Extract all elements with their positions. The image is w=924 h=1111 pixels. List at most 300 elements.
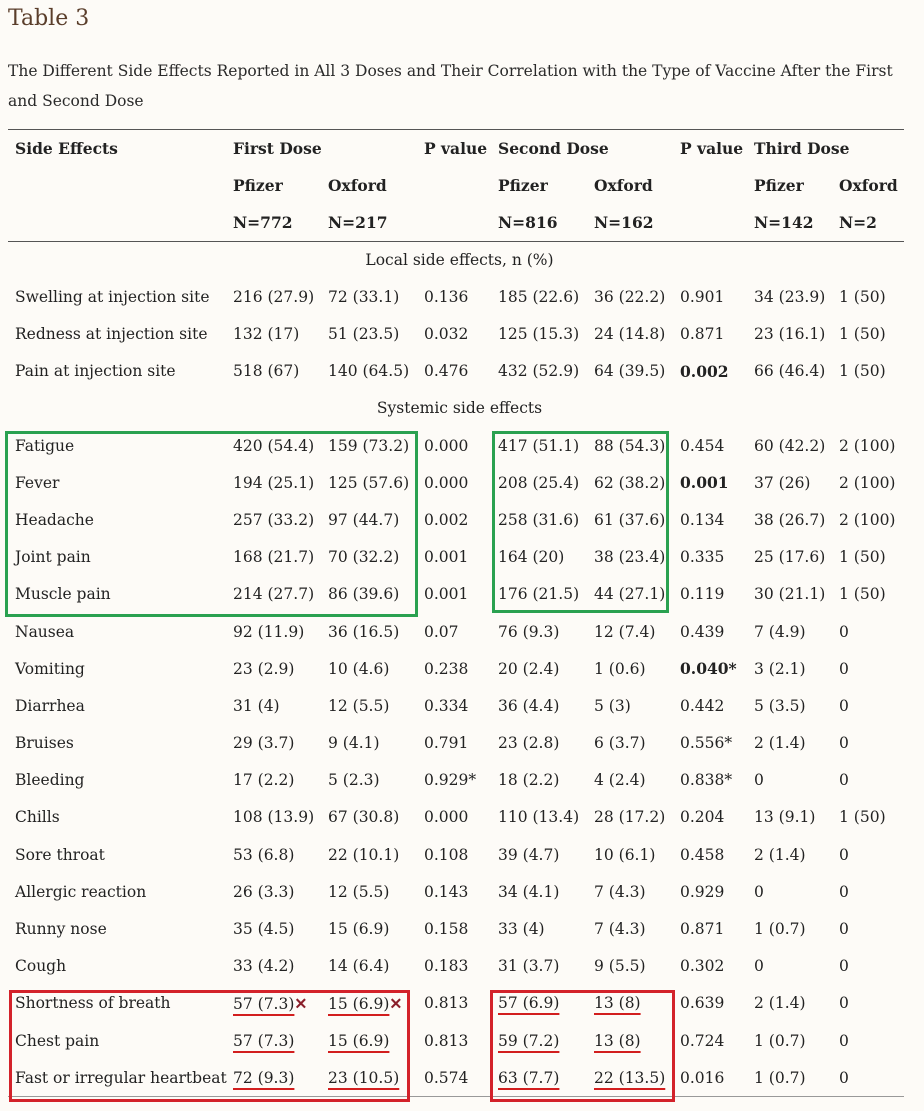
- cell-value: 36 (22.2): [594, 287, 666, 306]
- cell-value: 140 (64.5): [328, 362, 410, 381]
- header-row-groups: [8, 130, 904, 167]
- cell-value: 1 (50): [839, 287, 886, 306]
- cell-value: 14 (6.4): [328, 957, 390, 976]
- table-row: [8, 353, 904, 390]
- table-cell: [491, 1059, 587, 1096]
- cell-value: 0.476: [424, 362, 469, 381]
- table-cell: [321, 539, 417, 576]
- cell-value: 0.901: [680, 287, 725, 306]
- table-cell: [587, 948, 673, 985]
- table-row: [8, 427, 904, 464]
- table-cell: [747, 836, 832, 873]
- table-cell: [417, 464, 491, 501]
- table-cell: [491, 687, 587, 724]
- cell-value: 0.016: [680, 1068, 725, 1087]
- table-cell: [321, 613, 417, 650]
- cell-value: 1 (0.7): [754, 1068, 806, 1087]
- cell-value: 88 (54.3): [594, 436, 666, 455]
- cell-value: 0.439: [680, 622, 725, 641]
- cell-value: 0: [754, 771, 764, 790]
- header-n-pfizer-2: N=816: [498, 212, 558, 232]
- cell-value: 4 (2.4): [594, 771, 646, 790]
- cell-value: 2 (1.4): [754, 734, 806, 753]
- table-cell: [673, 948, 747, 985]
- header-second-dose: Second Dose: [498, 138, 609, 158]
- cell-value: 5 (2.3): [328, 771, 380, 790]
- cross-mark-icon: ✕: [389, 993, 403, 1013]
- cell-value: 51 (23.5): [328, 325, 400, 344]
- cell-value: 0: [839, 920, 849, 939]
- table-row: [8, 464, 904, 501]
- cell-value: 0.458: [680, 845, 725, 864]
- row-label: Nausea: [15, 622, 75, 641]
- section-systemic: [8, 390, 904, 427]
- table-row: [8, 278, 904, 315]
- table-cell: [417, 353, 491, 390]
- table-cell: [747, 985, 832, 1022]
- cell-value: 0.335: [680, 548, 725, 567]
- cell-value: 35 (4.5): [233, 920, 295, 939]
- cell-value: 12 (5.5): [328, 882, 390, 901]
- cell-value: 15 (6.9): [328, 994, 390, 1013]
- table-cell: [587, 687, 673, 724]
- cell-value: 76 (9.3): [498, 622, 560, 641]
- table-cell: [832, 278, 904, 315]
- header-n-oxford-1: N=217: [328, 212, 388, 232]
- cell-value: 57 (6.9): [498, 994, 560, 1013]
- cell-value: 0.183: [424, 957, 469, 976]
- table-cell: [832, 762, 904, 799]
- table-cell: [321, 799, 417, 836]
- table-row: [8, 501, 904, 538]
- table-cell: [747, 427, 832, 464]
- table-cell: [747, 687, 832, 724]
- table-cell: [417, 650, 491, 687]
- table-cell: [491, 948, 587, 985]
- table-cell: [321, 873, 417, 910]
- table-cell: [832, 613, 904, 650]
- cell-value: 22 (13.5): [594, 1068, 666, 1087]
- cell-value: 0: [839, 845, 849, 864]
- table-cell: [491, 353, 587, 390]
- table-cell: [747, 948, 832, 985]
- table-cell: [226, 427, 321, 464]
- cell-value: 0.871: [680, 920, 725, 939]
- cell-value: 0.929*: [424, 771, 477, 790]
- cell-value: 0: [754, 957, 764, 976]
- table-cell: [417, 725, 491, 762]
- table-cell: [491, 576, 587, 613]
- table-cell: [673, 687, 747, 724]
- table-row: [8, 1022, 904, 1059]
- table-cell: [832, 910, 904, 947]
- row-label: Redness at injection site: [15, 325, 208, 344]
- cell-value: 31 (4): [233, 696, 280, 715]
- row-label: Headache: [15, 510, 94, 529]
- table-cell: [587, 576, 673, 613]
- table-cell: [832, 1022, 904, 1059]
- table-cell: [321, 910, 417, 947]
- cell-value: 23 (2.8): [498, 734, 560, 753]
- table-cell: [417, 799, 491, 836]
- cell-value: 0.791: [424, 734, 469, 753]
- table-cell: [747, 576, 832, 613]
- table-cell: [491, 613, 587, 650]
- cell-value: 25 (17.6): [754, 548, 826, 567]
- table-cell: [587, 353, 673, 390]
- table-cell: [417, 948, 491, 985]
- table-row: [8, 613, 904, 650]
- table-cell: [226, 762, 321, 799]
- cell-value: 257 (33.2): [233, 510, 315, 529]
- cell-value: 125 (57.6): [328, 473, 410, 492]
- table-row: [8, 873, 904, 910]
- cell-value: 97 (44.7): [328, 510, 400, 529]
- table-cell: [747, 799, 832, 836]
- cell-value: 0: [839, 622, 849, 641]
- cell-value: 1 (0.6): [594, 659, 646, 678]
- cell-value: 59 (7.2): [498, 1031, 560, 1050]
- cell-value: 110 (13.4): [498, 808, 580, 827]
- cell-value: 0: [839, 957, 849, 976]
- table-cell: [673, 762, 747, 799]
- table-cell: [226, 501, 321, 538]
- cell-value: 0.134: [680, 510, 725, 529]
- table-cell: [321, 687, 417, 724]
- section-local: [8, 241, 904, 278]
- table-cell: [747, 353, 832, 390]
- table-cell: [417, 910, 491, 947]
- cell-value: 1 (50): [839, 548, 886, 567]
- row-label: Sore throat: [15, 845, 105, 864]
- table-cell: [747, 278, 832, 315]
- table-cell: [747, 1059, 832, 1096]
- table-row: [8, 948, 904, 985]
- cell-value: 23 (16.1): [754, 325, 826, 344]
- table-cell: [491, 1022, 587, 1059]
- table-cell: [491, 427, 587, 464]
- cell-value: 66 (46.4): [754, 362, 826, 381]
- table-cell: [321, 725, 417, 762]
- header-n-oxford-2: N=162: [594, 212, 654, 232]
- cell-value: 61 (37.6): [594, 510, 666, 529]
- table-cell: [226, 278, 321, 315]
- table-cell: [226, 948, 321, 985]
- table-cell: [226, 650, 321, 687]
- table-cell: [587, 910, 673, 947]
- cell-value: 258 (31.6): [498, 510, 580, 529]
- cell-value: 10 (4.6): [328, 659, 390, 678]
- table-cell: [832, 501, 904, 538]
- cell-value: 28 (17.2): [594, 808, 666, 827]
- cell-value: 67 (30.8): [328, 808, 400, 827]
- header-n-oxford-3: N=2: [839, 212, 877, 232]
- row-label: Pain at injection site: [15, 362, 176, 381]
- cell-value: 63 (7.7): [498, 1068, 560, 1087]
- cell-value: 62 (38.2): [594, 473, 666, 492]
- cell-value: 70 (32.2): [328, 548, 400, 567]
- table-cell: [321, 762, 417, 799]
- header-pfizer-1: Pfizer: [233, 175, 283, 195]
- cell-value: 2 (1.4): [754, 845, 806, 864]
- table-cell: [747, 873, 832, 910]
- table-cell: [673, 539, 747, 576]
- table-cell: [491, 725, 587, 762]
- header-pfizer-3: Pfizer: [754, 175, 804, 195]
- table-cell: [747, 539, 832, 576]
- table-cell: [832, 464, 904, 501]
- table-cell: [747, 762, 832, 799]
- table-cell: [832, 725, 904, 762]
- table-row: [8, 576, 904, 613]
- table-cell: [673, 985, 747, 1022]
- table-cell: [226, 799, 321, 836]
- cell-value: 57 (7.3): [233, 994, 295, 1013]
- cell-value: 0: [754, 882, 764, 901]
- table-cell: [673, 613, 747, 650]
- cell-value: 33 (4): [498, 920, 545, 939]
- cell-value: 159 (73.2): [328, 436, 410, 455]
- cell-value: 36 (4.4): [498, 696, 560, 715]
- table-cell: [587, 464, 673, 501]
- cell-value: 15 (6.9): [328, 1031, 390, 1050]
- table-cell: [321, 278, 417, 315]
- cell-value: 0: [839, 734, 849, 753]
- cell-value: 185 (22.6): [498, 287, 580, 306]
- table-cell: [321, 1022, 417, 1059]
- table-row: [8, 836, 904, 873]
- table-cell: [491, 278, 587, 315]
- table-cell: [673, 353, 747, 390]
- cell-value: 0.136: [424, 287, 469, 306]
- table-title: Table 3: [8, 6, 90, 31]
- table-cell: [226, 613, 321, 650]
- cell-value: 0.454: [680, 436, 725, 455]
- cell-value: 64 (39.5): [594, 362, 666, 381]
- table-row: [8, 687, 904, 724]
- table-cell: [226, 725, 321, 762]
- table-cell: [587, 799, 673, 836]
- table-cell: [587, 1022, 673, 1059]
- table-row: [8, 1059, 904, 1096]
- cell-value: 1 (0.7): [754, 1031, 806, 1050]
- header-oxford-1: Oxford: [328, 175, 387, 195]
- table-row: [8, 799, 904, 836]
- cell-value: 208 (25.4): [498, 473, 580, 492]
- header-first-dose: First Dose: [233, 138, 322, 158]
- row-label: Chest pain: [15, 1031, 100, 1050]
- cell-value: 22 (10.1): [328, 845, 400, 864]
- table-cell: [673, 576, 747, 613]
- table-cell: [321, 353, 417, 390]
- table-cell: [226, 315, 321, 352]
- cell-value: 7 (4.3): [594, 882, 646, 901]
- header-row-vaccines: [8, 167, 904, 204]
- table-cell: [832, 985, 904, 1022]
- cell-value: 13 (9.1): [754, 808, 816, 827]
- table-cell: [226, 910, 321, 947]
- cell-value: 1 (50): [839, 585, 886, 604]
- header-oxford-3: Oxford: [839, 175, 898, 195]
- row-label: Fast or irregular heartbeat: [15, 1068, 227, 1087]
- table-cell: [417, 836, 491, 873]
- cell-value: 164 (20): [498, 548, 565, 567]
- cell-value: 194 (25.1): [233, 473, 315, 492]
- table-cell: [673, 278, 747, 315]
- row-label: Vomiting: [15, 659, 85, 678]
- cell-value: 0.032: [424, 325, 469, 344]
- cell-value: 1 (0.7): [754, 920, 806, 939]
- table-cell: [417, 873, 491, 910]
- cell-value: 44 (27.1): [594, 585, 666, 604]
- table-cell: [747, 1022, 832, 1059]
- cell-value: 5 (3.5): [754, 696, 806, 715]
- table-cell: [226, 985, 321, 1022]
- table-cell: [832, 799, 904, 836]
- cell-value: 72 (33.1): [328, 287, 400, 306]
- table-cell: [673, 836, 747, 873]
- cell-value: 0: [839, 994, 849, 1013]
- table-cell: [417, 687, 491, 724]
- table-cell: [226, 576, 321, 613]
- cell-value: 0.040*: [680, 659, 737, 679]
- cell-value: 0.001: [424, 585, 469, 604]
- header-oxford-2: Oxford: [594, 175, 653, 195]
- table-cell: [321, 464, 417, 501]
- section-systemic-label: Systemic side effects: [376, 399, 543, 418]
- table-cell: [226, 464, 321, 501]
- cell-value: 0.001: [680, 473, 729, 493]
- table-cell: [491, 873, 587, 910]
- table-cell: [491, 910, 587, 947]
- table-cell: [673, 501, 747, 538]
- cell-value: 13 (8): [594, 994, 641, 1013]
- table-cell: [747, 910, 832, 947]
- cell-value: 0.838*: [680, 771, 733, 790]
- cell-value: 37 (26): [754, 473, 811, 492]
- header-pfizer-2: Pfizer: [498, 175, 548, 195]
- row-label: Shortness of breath: [15, 994, 171, 1013]
- cell-value: 214 (27.7): [233, 585, 315, 604]
- cell-value: 18 (2.2): [498, 771, 560, 790]
- table-cell: [832, 1059, 904, 1096]
- cell-value: 0.556*: [680, 734, 733, 753]
- cell-value: 0.871: [680, 325, 725, 344]
- table-row: [8, 985, 904, 1022]
- cell-value: 7 (4.3): [594, 920, 646, 939]
- cell-value: 15 (6.9): [328, 920, 390, 939]
- table-cell: [417, 501, 491, 538]
- table-cell: [587, 1059, 673, 1096]
- cell-value: 518 (67): [233, 362, 300, 381]
- cell-value: 0.158: [424, 920, 469, 939]
- cell-value: 0: [839, 1068, 849, 1087]
- table-cell: [747, 725, 832, 762]
- table-cell: [587, 539, 673, 576]
- cell-value: 1 (50): [839, 325, 886, 344]
- table-cell: [587, 501, 673, 538]
- table-cell: [832, 315, 904, 352]
- header-side-effects: Side Effects: [15, 138, 118, 158]
- table-cell: [747, 613, 832, 650]
- cell-value: 0: [839, 1031, 849, 1050]
- cell-value: 0.002: [680, 361, 729, 381]
- table-cell: [226, 1022, 321, 1059]
- table-cell: [491, 799, 587, 836]
- table-cell: [832, 687, 904, 724]
- table-row: [8, 539, 904, 576]
- cell-value: 57 (7.3): [233, 1031, 295, 1050]
- table-row: [8, 910, 904, 947]
- table-cell: [491, 501, 587, 538]
- cell-value: 0.639: [680, 994, 725, 1013]
- cell-value: 6 (3.7): [594, 734, 646, 753]
- table-cell: [747, 315, 832, 352]
- table-cell: [417, 427, 491, 464]
- cell-value: 3 (2.1): [754, 659, 806, 678]
- table-cell: [587, 427, 673, 464]
- side-effects-table: [8, 129, 904, 1097]
- row-label: Chills: [15, 808, 60, 827]
- cell-value: 12 (7.4): [594, 622, 656, 641]
- section-local-label: Local side effects, n (%): [365, 250, 554, 269]
- cell-value: 34 (23.9): [754, 287, 826, 306]
- cell-value: 10 (6.1): [594, 845, 656, 864]
- table-cell: [747, 464, 832, 501]
- cell-value: 0.000: [424, 808, 469, 827]
- table-cell: [587, 873, 673, 910]
- row-label: Joint pain: [15, 548, 91, 567]
- cell-value: 23 (2.9): [233, 659, 295, 678]
- cell-value: 0.07: [424, 622, 459, 641]
- cell-value: 0.334: [424, 696, 469, 715]
- cell-value: 2 (100): [839, 510, 896, 529]
- table-cell: [832, 539, 904, 576]
- table-cell: [321, 836, 417, 873]
- table-cell: [673, 873, 747, 910]
- cell-value: 176 (21.5): [498, 585, 580, 604]
- table-cell: [417, 1022, 491, 1059]
- table-cell: [587, 315, 673, 352]
- cell-value: 0: [839, 696, 849, 715]
- cell-value: 0.238: [424, 659, 469, 678]
- row-label: Allergic reaction: [15, 882, 147, 901]
- table-cell: [587, 613, 673, 650]
- cell-value: 0: [839, 882, 849, 901]
- table-cell: [832, 948, 904, 985]
- table-cell: [226, 353, 321, 390]
- table-cell: [587, 985, 673, 1022]
- table-cell: [321, 315, 417, 352]
- cell-value: 23 (10.5): [328, 1068, 400, 1087]
- cell-value: 72 (9.3): [233, 1068, 295, 1087]
- cell-value: 38 (26.7): [754, 510, 826, 529]
- table-cell: [832, 576, 904, 613]
- table-cell: [226, 687, 321, 724]
- table-cell: [587, 650, 673, 687]
- cell-value: 0.119: [680, 585, 725, 604]
- cell-value: 34 (4.1): [498, 882, 560, 901]
- header-p-value-2: P value: [680, 138, 744, 158]
- table-cell: [417, 576, 491, 613]
- cell-value: 5 (3): [594, 696, 631, 715]
- cell-value: 216 (27.9): [233, 287, 315, 306]
- table-cell: [673, 315, 747, 352]
- cell-value: 39 (4.7): [498, 845, 560, 864]
- table-cell: [491, 762, 587, 799]
- table-row: [8, 315, 904, 352]
- table-cell: [226, 539, 321, 576]
